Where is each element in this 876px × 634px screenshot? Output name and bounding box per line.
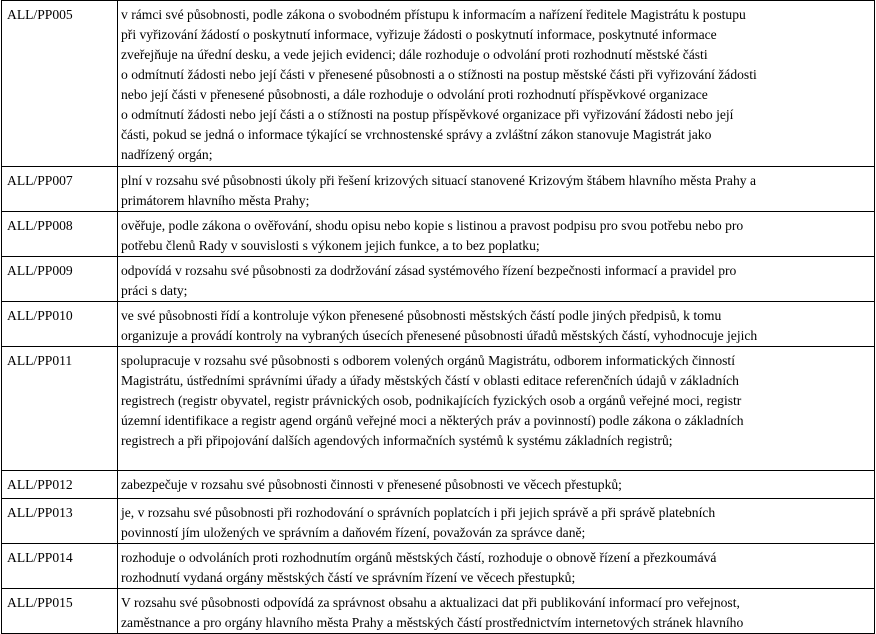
table-row (2, 167, 875, 212)
table-row (2, 589, 875, 634)
table-row (2, 1, 875, 167)
row-text (118, 1, 875, 167)
row-paragraph: zabezpečuje v rozsahu své působnosti činnosti v přenesené působnosti ve věcech přestupků; (121, 477, 622, 492)
row-code: ALL/PP012 (2, 471, 118, 499)
row-code: ALL/PP007 (2, 167, 118, 212)
row-paragraph: v rámci své působnosti, podle zákona o svobodném přístupu k informacím a nařízení ředitele Magistrátu k postupu při vyřizování žádostí o poskytnutí informace, vyřizuje žádosti o poskytnutí informace, poskytnuté informace zveřejňuje na úřední desku, a vede jejich evidenci; dále rozhoduje o odvolání proti rozhodnutí městské části o odmítnutí žádosti nebo její části v přenesené působnosti a o stížnosti na postup městské části při vyřizování žádosti nebo její části v přenesené působnosti, a dále rozhoduje o odvolání proti rozhodnutí příspěvkové organizace o odmítnutí žádosti nebo její části a o stížnosti na postup příspěvkové organizace při vyřizování žádosti nebo její části, pokud se jedná o informace týkající se vrchnostenské správy a zvláštní zákon stanovuje Magistrát jako nadřízený orgán; (121, 7, 757, 162)
row-text (118, 471, 875, 499)
row-text (118, 347, 875, 471)
row-paragraph: V rozsahu své působnosti odpovídá za správnost obsahu a aktualizaci dat při publikování informací pro veřejnost, zaměstnance a pro orgány hlavního města Prahy a městských částí prostřednictvím internetových stránek hlavního (121, 595, 744, 630)
row-code: ALL/PP009 (2, 257, 118, 302)
row-text (118, 212, 875, 257)
row-code: ALL/PP014 (2, 544, 118, 589)
row-code: ALL/PP010 (2, 302, 118, 347)
table-row (2, 302, 875, 347)
row-text (118, 167, 875, 212)
table-row (2, 499, 875, 544)
competence-table (1, 0, 875, 634)
row-code: ALL/PP013 (2, 499, 118, 544)
table-row (2, 257, 875, 302)
row-text (118, 589, 875, 634)
row-paragraph: ve své působnosti řídí a kontroluje výkon přenesené působnosti městských částí podle jiných předpisů, k tomu organizuje a provádí kontroly na vybraných úsecích přenesené působnosti úřadů městských částí, vyhodnocuje jejich (121, 308, 758, 343)
table-row (2, 212, 875, 257)
row-text (118, 499, 875, 544)
row-paragraph: ověřuje, podle zákona o ověřování, shodu opisu nebo kopie s listinou a pravost podpisu pro svou potřebu nebo pro potřebu členů Rady v souvislosti s výkonem jejich funkce, a to bez poplatku; (121, 218, 744, 253)
row-paragraph: rozhoduje o odvoláních proti rozhodnutím orgánů městských částí, rozhoduje o obnově řízení a přezkoumává rozhodnutí vydaná orgány městských částí ve správním řízení ve věcech přestupků; (121, 550, 717, 585)
row-text (118, 302, 875, 347)
table-row (2, 544, 875, 589)
table-row (2, 347, 875, 471)
row-text (118, 544, 875, 589)
table-row (2, 471, 875, 499)
row-paragraph: odpovídá v rozsahu své působnosti za dodržování zásad systémového řízení bezpečnosti informací a pravidel pro práci s daty; (121, 263, 737, 298)
row-paragraph: je, v rozsahu své působnosti při rozhodování o správních poplatcích i při jejich správě a při správě platebních povinností jím uložených ve správním a daňovém řízení, považován za správce daně; (121, 505, 716, 540)
row-code: ALL/PP005 (2, 1, 118, 167)
row-paragraph: plní v rozsahu své působnosti úkoly při řešení krizových situací stanovené Krizovým štábem hlavního města Prahy a primátorem hlavního města Prahy; (121, 173, 756, 208)
row-text (118, 257, 875, 302)
row-code: ALL/PP008 (2, 212, 118, 257)
row-code: ALL/PP015 (2, 589, 118, 634)
row-code: ALL/PP011 (2, 347, 118, 471)
row-paragraph: spolupracuje v rozsahu své působnosti s odborem volených orgánů Magistrátu, odborem informatických činností Magistrátu, ústředními správními úřady a úřady městských částí v oblasti editace referenčních údajů v základních registrech (registr obyvatel, registr právnických osob, podnikajících fyzických osob a orgánů veřejné moci, registr územní identifikace a registr agend orgánů veřejné moci a některých práv a povinností) podle zákona o základních registrech a při připojování dalších agendových informačních systémů k systému základních registrů; (121, 353, 744, 448)
